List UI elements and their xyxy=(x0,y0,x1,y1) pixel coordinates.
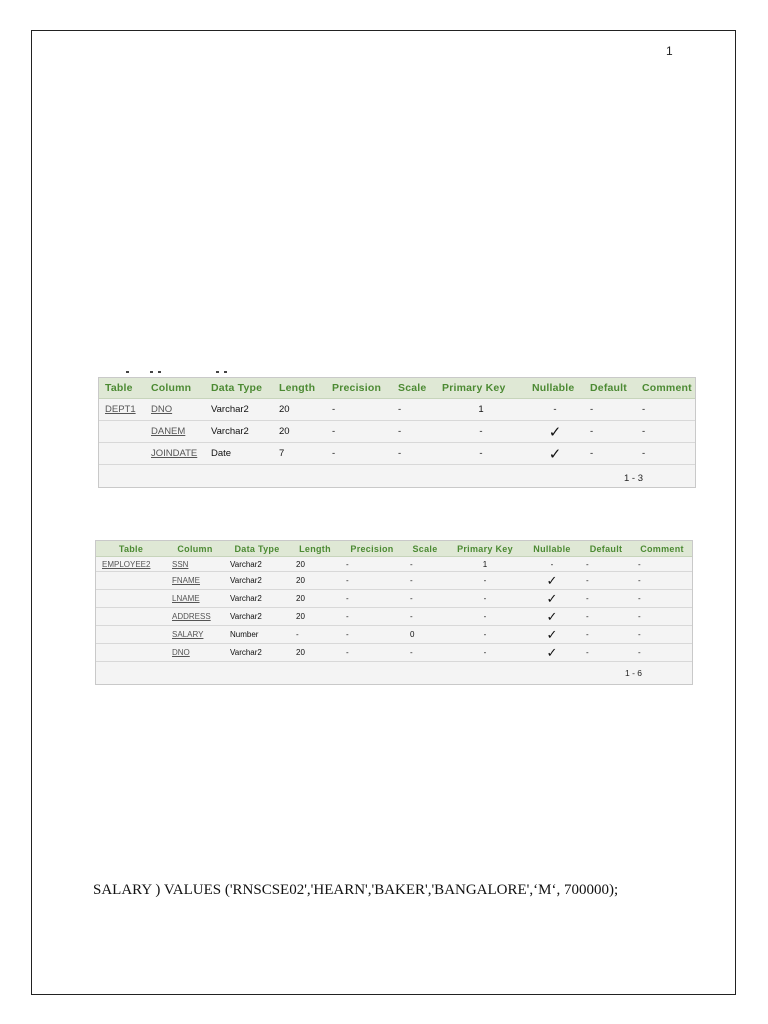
header-column[interactable]: Column xyxy=(166,541,224,557)
data-type-cell: Varchar2 xyxy=(205,421,273,443)
comment-cell: - xyxy=(632,572,692,590)
length-cell: 20 xyxy=(290,608,340,626)
column-link[interactable]: FNAME xyxy=(172,576,200,585)
table-link[interactable]: EMPLOYEE2 xyxy=(102,559,151,569)
data-type-cell: Varchar2 xyxy=(224,644,290,662)
column-link[interactable]: LNAME xyxy=(172,594,200,603)
checkmark-icon: ✓ xyxy=(548,445,562,463)
precision-cell: - xyxy=(340,590,404,608)
default-cell: - xyxy=(580,644,632,662)
header-primary-key[interactable]: Primary Key xyxy=(436,378,526,399)
header-comment[interactable]: Comment xyxy=(636,378,695,399)
table-cell xyxy=(96,572,166,590)
default-cell: - xyxy=(584,443,636,465)
table-row xyxy=(96,572,692,590)
header-scale[interactable]: Scale xyxy=(404,541,446,557)
pagination-label: 1 - 6 xyxy=(624,668,642,678)
length-cell: 7 xyxy=(273,443,326,465)
data-type-cell: Date xyxy=(205,443,273,465)
header-precision[interactable]: Precision xyxy=(326,378,392,399)
scale-cell: - xyxy=(392,421,436,443)
comment-cell: - xyxy=(632,644,692,662)
length-cell: 20 xyxy=(273,399,326,421)
comment-cell: - xyxy=(632,626,692,644)
comment-cell: - xyxy=(636,399,695,421)
dept1-columns-report xyxy=(98,377,696,488)
header-scale[interactable]: Scale xyxy=(392,378,436,399)
checkmark-icon: ✓ xyxy=(546,590,558,606)
scale-cell: - xyxy=(404,572,446,590)
checkmark-icon: ✓ xyxy=(546,644,558,660)
comment-cell: - xyxy=(632,608,692,626)
employee2-columns-report xyxy=(95,540,693,685)
dept1-columns-table xyxy=(99,378,695,492)
precision-cell: - xyxy=(340,557,404,572)
table-cell xyxy=(96,608,166,626)
table-cell xyxy=(96,626,166,644)
scale-cell: - xyxy=(392,399,436,421)
primary-key-cell: - xyxy=(436,421,526,443)
data-type-cell: Varchar2 xyxy=(205,399,273,421)
primary-key-cell: - xyxy=(446,608,524,626)
checkmark-icon: ✓ xyxy=(548,423,562,441)
primary-key-cell: - xyxy=(446,572,524,590)
length-cell: 20 xyxy=(290,590,340,608)
precision-cell: - xyxy=(326,443,392,465)
default-cell: - xyxy=(584,421,636,443)
data-type-cell: Varchar2 xyxy=(224,590,290,608)
table-row xyxy=(99,443,695,465)
checkmark-icon: ✓ xyxy=(546,572,558,588)
pager-row xyxy=(99,465,695,493)
primary-key-cell: - xyxy=(436,443,526,465)
scale-cell: - xyxy=(404,557,446,572)
primary-key-cell: - xyxy=(446,590,524,608)
column-link[interactable]: SALARY xyxy=(172,630,204,639)
primary-key-cell: - xyxy=(446,626,524,644)
comment-cell: - xyxy=(636,421,695,443)
table-cell xyxy=(99,421,145,443)
checkmark-icon: ✓ xyxy=(546,626,558,642)
default-cell: - xyxy=(580,626,632,644)
employee2-columns-table xyxy=(96,541,692,684)
length-cell: - xyxy=(290,626,340,644)
scale-cell: - xyxy=(404,608,446,626)
table-header-row xyxy=(99,378,695,399)
scale-cell: - xyxy=(404,644,446,662)
sql-insert-statement: SALARY ) VALUES ('RNSCSE02','HEARN','BAKER','BANGALORE',‘M‘, 700000); xyxy=(93,882,619,898)
primary-key-cell: 1 xyxy=(436,399,526,421)
default-cell: - xyxy=(580,590,632,608)
header-default[interactable]: Default xyxy=(584,378,636,399)
header-precision[interactable]: Precision xyxy=(340,541,404,557)
table-cell xyxy=(99,443,145,465)
scale-cell: 0 xyxy=(404,626,446,644)
table-header-row xyxy=(96,541,692,557)
length-cell: 20 xyxy=(290,557,340,572)
primary-key-cell: 1 xyxy=(446,557,524,572)
primary-key-cell: - xyxy=(446,644,524,662)
default-cell: - xyxy=(580,608,632,626)
header-length[interactable]: Length xyxy=(290,541,340,557)
header-comment[interactable]: Comment xyxy=(632,541,692,557)
precision-cell: - xyxy=(340,644,404,662)
column-link[interactable]: ADDRESS xyxy=(172,612,211,621)
nullable-cell: - xyxy=(526,399,584,421)
page-border xyxy=(31,30,736,995)
comment-cell: - xyxy=(636,443,695,465)
precision-cell: - xyxy=(326,421,392,443)
header-default[interactable]: Default xyxy=(580,541,632,557)
column-link[interactable]: JOINDATE xyxy=(151,448,198,459)
length-cell: 20 xyxy=(273,421,326,443)
data-type-cell: Varchar2 xyxy=(224,572,290,590)
length-cell: 20 xyxy=(290,572,340,590)
table-row xyxy=(96,590,692,608)
page-number: 1 xyxy=(666,44,673,58)
precision-cell: - xyxy=(340,626,404,644)
default-cell: - xyxy=(584,399,636,421)
table-row xyxy=(99,399,695,421)
pager-row xyxy=(96,662,692,685)
table-link[interactable]: DEPT1 xyxy=(105,404,136,415)
header-data-type[interactable]: Data Type xyxy=(224,541,290,557)
cropped-text-fragment xyxy=(120,368,240,374)
data-type-cell: Varchar2 xyxy=(224,557,290,572)
default-cell: - xyxy=(580,572,632,590)
table-cell xyxy=(96,644,166,662)
scale-cell: - xyxy=(392,443,436,465)
table-row xyxy=(96,644,692,662)
header-data-type[interactable]: Data Type xyxy=(205,378,273,399)
column-link[interactable]: DNO xyxy=(151,404,173,415)
header-nullable[interactable]: Nullable xyxy=(524,541,580,557)
precision-cell: - xyxy=(326,399,392,421)
table-row xyxy=(96,608,692,626)
length-cell: 20 xyxy=(290,644,340,662)
precision-cell: - xyxy=(340,608,404,626)
comment-cell: - xyxy=(632,557,692,572)
column-link[interactable]: SSN xyxy=(172,559,189,569)
data-type-cell: Number xyxy=(224,626,290,644)
header-table[interactable]: Table xyxy=(99,378,145,399)
header-nullable[interactable]: Nullable xyxy=(526,378,584,399)
table-row xyxy=(96,557,692,572)
column-link[interactable]: DANEM xyxy=(151,426,186,437)
table-cell xyxy=(96,590,166,608)
precision-cell: - xyxy=(340,572,404,590)
header-table[interactable]: Table xyxy=(96,541,166,557)
nullable-cell: - xyxy=(524,557,580,572)
table-row xyxy=(96,626,692,644)
comment-cell: - xyxy=(632,590,692,608)
header-column[interactable]: Column xyxy=(145,378,205,399)
scale-cell: - xyxy=(404,590,446,608)
pagination-label: 1 - 3 xyxy=(623,473,643,484)
header-length[interactable]: Length xyxy=(273,378,326,399)
column-link[interactable]: DNO xyxy=(172,648,190,657)
default-cell: - xyxy=(580,557,632,572)
checkmark-icon: ✓ xyxy=(546,608,558,624)
header-primary-key[interactable]: Primary Key xyxy=(446,541,524,557)
data-type-cell: Varchar2 xyxy=(224,608,290,626)
table-row xyxy=(99,421,695,443)
